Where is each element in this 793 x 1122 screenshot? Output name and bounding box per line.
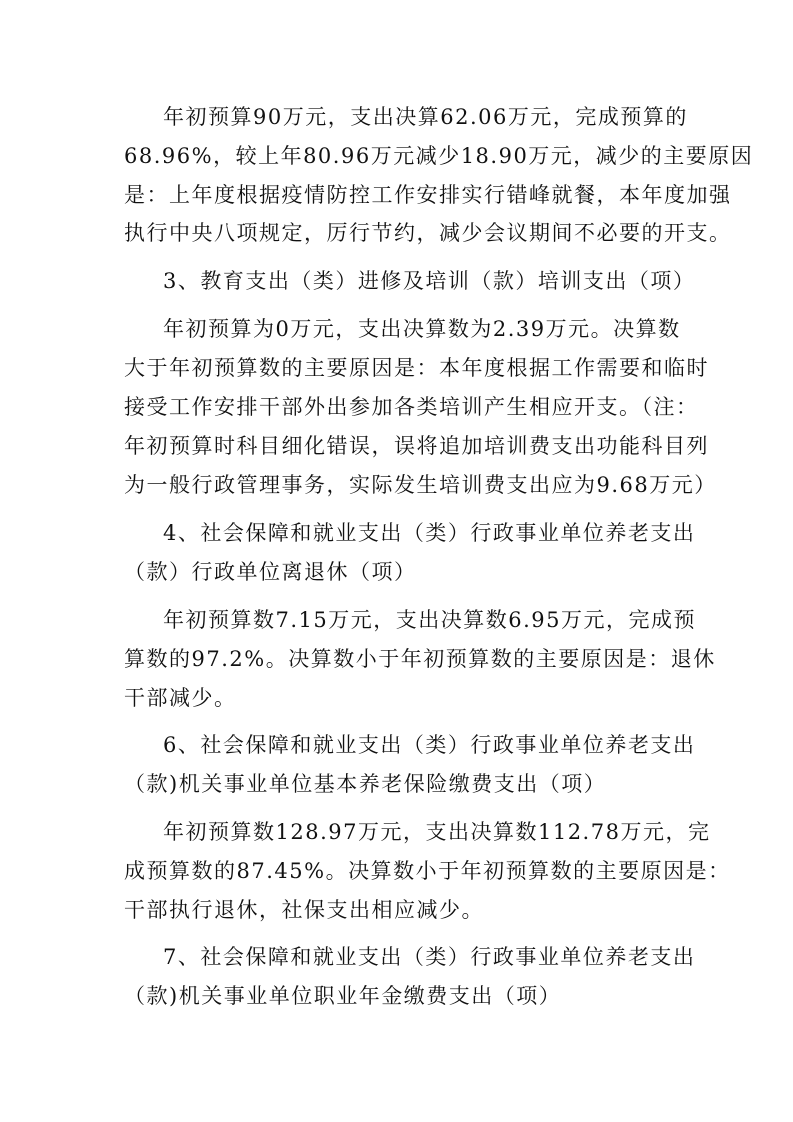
paragraph-line: 年初预算时科目细化错误，误将追加培训费支出功能科目列 <box>124 434 709 458</box>
section-heading: 4、社会保障和就业支出（类）行政事业单位养老支出 <box>163 521 696 545</box>
paragraph-line: 大于年初预算数的主要原因是：本年度根据工作需要和临时 <box>124 356 709 380</box>
paragraph-line: 年初预算数7.15万元，支出决算数6.95万元，完成预 <box>163 608 697 632</box>
section-heading: 6、社会保障和就业支出（类）行政事业单位养老支出 <box>163 733 696 757</box>
section-heading-cont: （款)机关事业单位基本养老保险缴费支出（项） <box>124 772 607 796</box>
paragraph-line: 执行中央八项规定，厉行节约，减少会议期间不必要的开支。 <box>124 221 732 245</box>
section-heading: 7、社会保障和就业支出（类）行政事业单位养老支出 <box>163 945 696 969</box>
section-heading-cont: （款)机关事业单位职业年金缴费支出（项） <box>124 984 562 1008</box>
paragraph-line: 干部执行退休，社保支出相应减少。 <box>124 898 484 922</box>
paragraph-line: 算数的97.2%。决算数小于年初预算数的主要原因是：退休 <box>124 647 716 671</box>
paragraph-line: 年初预算数128.97万元，支出决算数112.78万元，完 <box>163 820 711 844</box>
paragraph-line: 成预算数的87.45%。决算数小于年初预算数的主要原因是： <box>124 859 731 883</box>
paragraph-line: 68.96%，较上年80.96万元减少18.90万元，减少的主要原因 <box>124 144 754 168</box>
section-heading-cont: （款）行政单位离退休（项） <box>124 560 417 584</box>
paragraph-line: 年初预算为0万元，支出决算数为2.39万元。决算数 <box>163 317 681 341</box>
paragraph-line: 接受工作安排干部外出参加各类培训产生相应开支。（注： <box>124 395 699 419</box>
paragraph-line: 为一般行政管理事务，实际发生培训费支出应为9.68万元） <box>124 473 717 497</box>
paragraph-line: 年初预算90万元，支出决算62.06万元，完成预算的 <box>163 105 688 129</box>
paragraph-line: 是：上年度根据疫情防控工作安排实行错峰就餐，本年度加强 <box>124 183 732 207</box>
paragraph-line: 干部减少。 <box>124 686 237 710</box>
section-heading: 3、教育支出（类）进修及培训（款）培训支出（项） <box>163 269 696 293</box>
